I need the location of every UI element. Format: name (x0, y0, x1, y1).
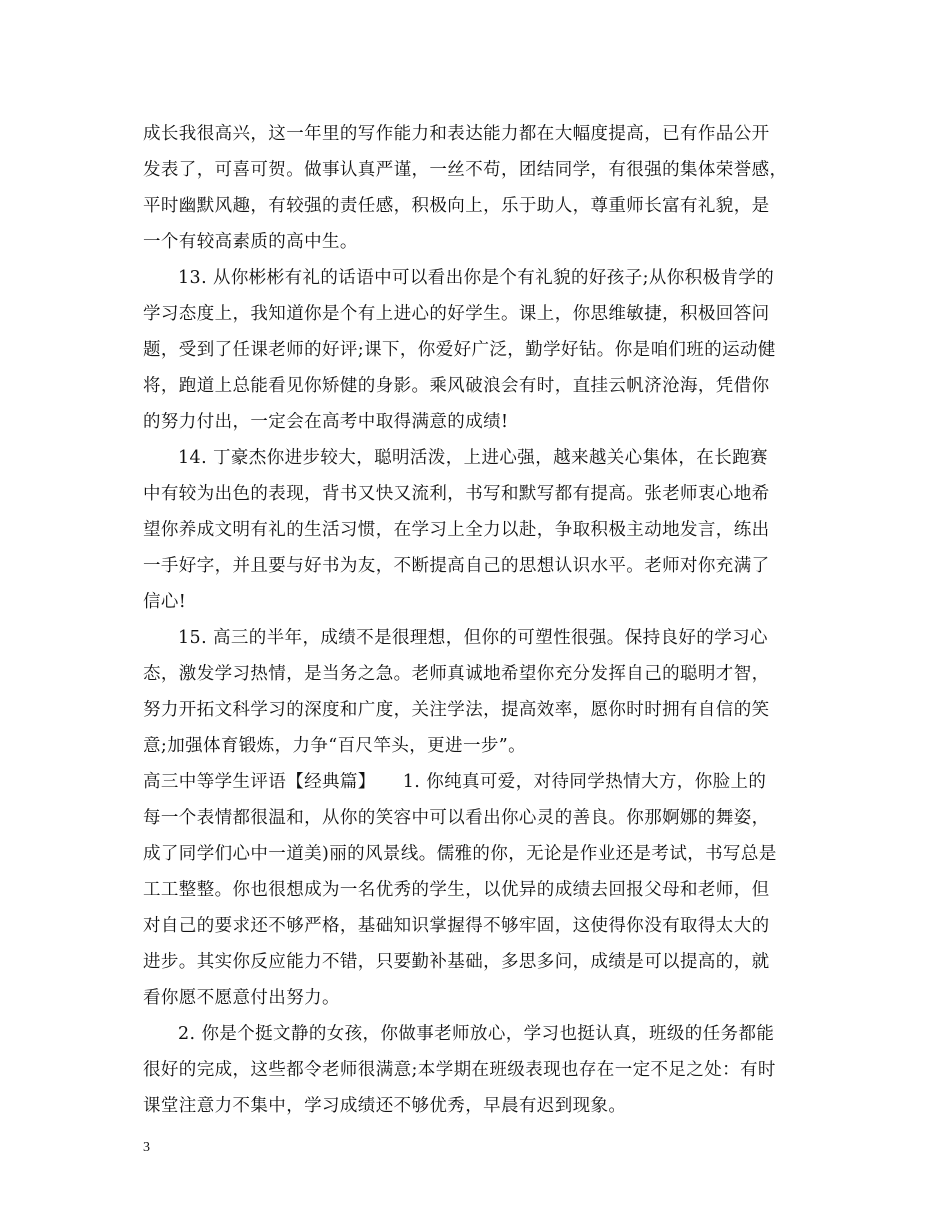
body-text-line: 一手好字，并且要与好书为友，不断提高自己的思想认识水平。老师对你充满了 (143, 556, 770, 576)
body-text-line: 平时幽默风趣，有较强的责任感，积极向上，乐于助人，尊重师长富有礼貌，是 (143, 196, 770, 216)
body-text-line: 成长我很高兴，这一年里的写作能力和表达能力都在大幅度提高，已有作品公开 (143, 124, 770, 144)
body-text-line: 态，激发学习热情，是当务之急。老师真诚地希望你充分发挥自己的聪明才智， (143, 664, 770, 684)
body-text-line: 很好的完成，这些都令老师很满意;本学期在班级表现也存在一定不足之处：有时 (143, 1060, 776, 1080)
body-text-line: 中有较为出色的表现，背书又快又流利，书写和默写都有提高。张老师衷心地希 (143, 484, 770, 504)
body-text-line: 学习态度上，我知道你是个有上进心的好学生。课上，你思维敏捷，积极回答问 (143, 304, 770, 324)
body-text-line: 将，跑道上总能看见你矫健的身影。乘风破浪会有时，直挂云帆济沧海，凭借你 (143, 376, 770, 396)
comment-13-start: 13. 从你彬彬有礼的话语中可以看出你是个有礼貌的好孩子;从你积极肯学的 (178, 268, 775, 288)
body-text-line: 进步。其实你反应能力不错，只要勤补基础，多思多问，成绩是可以提高的，就 (143, 952, 770, 972)
body-text-line: 每一个表情都很温和，从你的笑容中可以看出你心灵的善良。你那婀娜的舞姿， (143, 808, 770, 828)
page-number: 3 (143, 1140, 150, 1155)
body-text-line: 对自己的要求还不够严格，基础知识掌握得不够牢固，这使得你没有取得太大的 (143, 916, 770, 936)
section-heading-line: 高三中等学生评语【经典篇】 1. 你纯真可爱，对待同学热情大方，你脸上的 (143, 772, 767, 792)
comment-15-start: 15. 高三的半年，成绩不是很理想，但你的可塑性很强。保持良好的学习心 (178, 628, 768, 648)
body-text-line: 题，受到了任课老师的好评;课下，你爱好广泛，勤学好钻。你是咱们班的运动健 (143, 340, 776, 360)
body-text-line: 望你养成文明有礼的生活习惯，在学习上全力以赴，争取积极主动地发言，练出 (143, 520, 770, 540)
body-text-line: 发表了，可喜可贺。做事认真严谨，一丝不苟，团结同学，有很强的集体荣誉感， (143, 160, 788, 180)
body-text-line: 看你愿不愿意付出努力。 (143, 988, 340, 1008)
body-text-line: 课堂注意力不集中，学习成绩还不够优秀，早晨有迟到现象。 (143, 1096, 627, 1116)
body-text-line: 工工整整。你也很想成为一名优秀的学生，以优异的成绩去回报父母和老师，但 (143, 880, 770, 900)
body-text-line: 成了同学们心中一道美)丽的风景线。儒雅的你，无论是作业还是考试，书写总是 (143, 844, 777, 864)
body-text-line: 努力开拓文科学习的深度和广度，关注学法，提高效率，愿你时时拥有自信的笑 (143, 700, 770, 720)
body-text-line: 的努力付出，一定会在高考中取得满意的成绩! (143, 412, 509, 432)
body-text-line: 意;加强体育锻炼，力争“百尺竿头，更进一步”。 (143, 736, 526, 756)
comment-2-start: 2. 你是个挺文静的女孩，你做事老师放心，学习也挺认真，班级的任务都能 (178, 1024, 775, 1044)
body-text-line: 信心! (143, 592, 187, 612)
body-text-line: 一个有较高素质的高中生。 (143, 232, 358, 252)
comment-14-start: 14. 丁豪杰你进步较大，聪明活泼，上进心强，越来越关心集体，在长跑赛 (178, 448, 768, 468)
